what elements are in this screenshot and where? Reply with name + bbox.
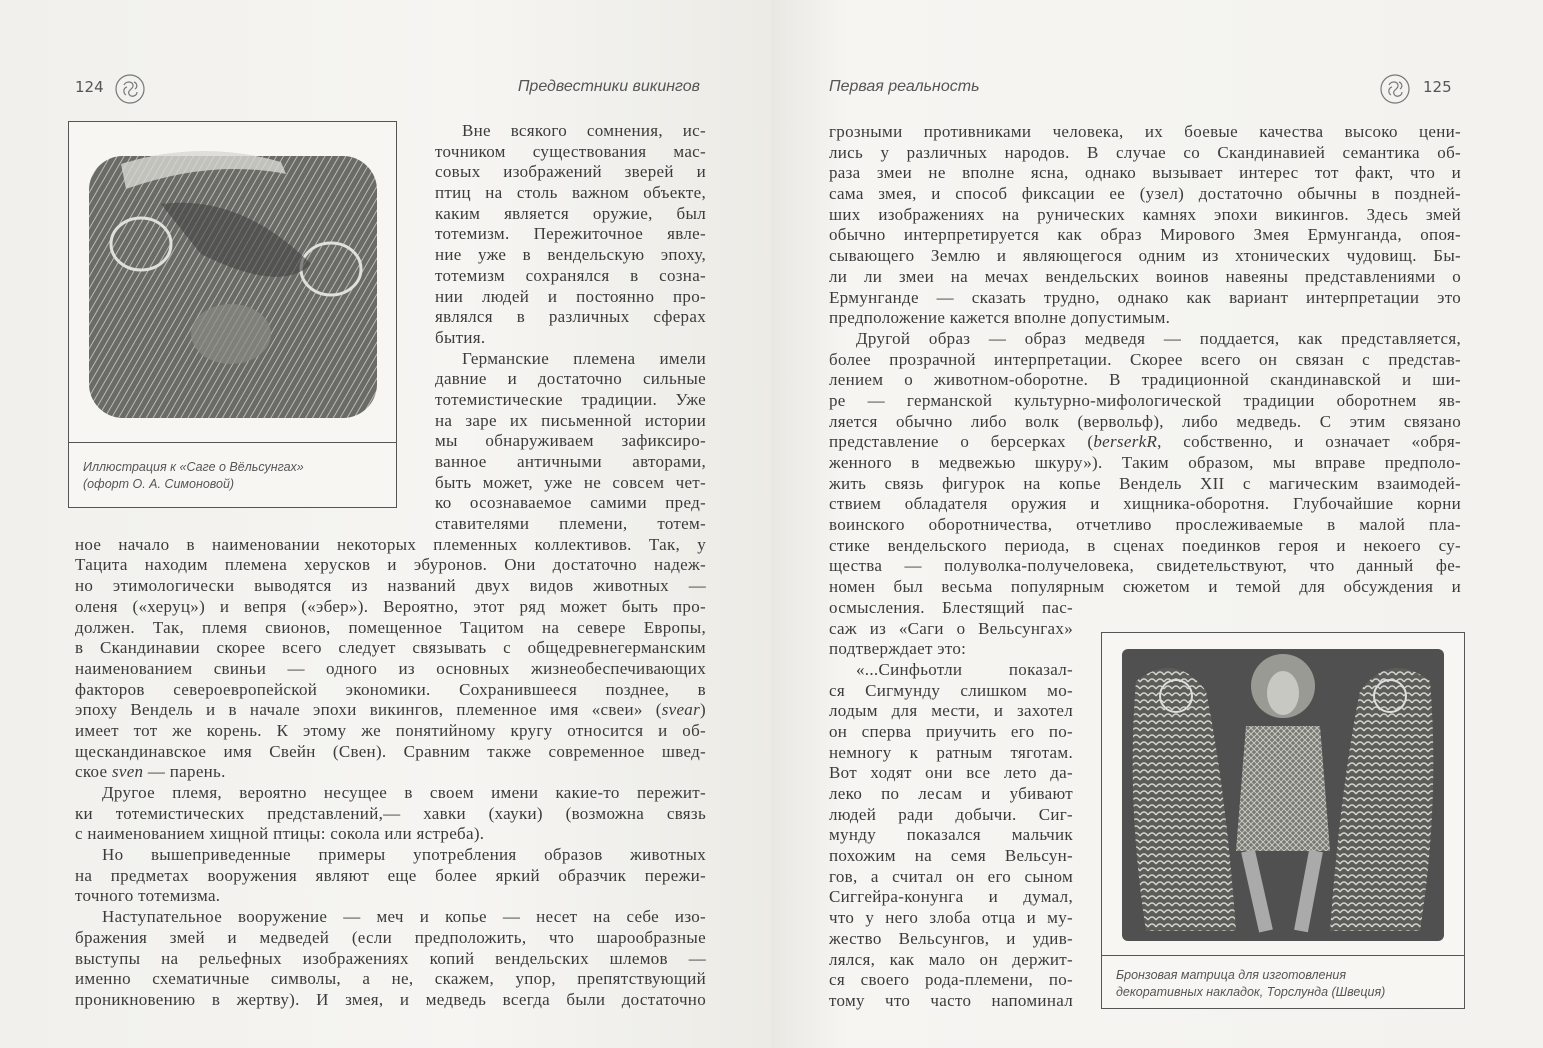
text-line: грозными противниками человека, их боевые качества высоко цени- xyxy=(829,122,1461,141)
text-line: Вне всякого сомнения, ис- xyxy=(462,121,706,140)
figure-caption xyxy=(1102,955,1464,1008)
text-line: Тацита находим племена херусков и эбуронов. Они достаточно надеж- xyxy=(75,555,706,575)
text-line: щескандинавское имя Свейн (Свен). Сравним также современное швед- xyxy=(75,741,706,761)
text-line: ся своего рода-племени, по- xyxy=(829,970,1073,990)
text-line: эпоху Вендель и в начале эпохи викингов, племенное имя «свеи» (svear) xyxy=(75,700,706,720)
text-line: тотемизм сохранялся в созна- xyxy=(435,265,706,285)
figure-bronze-matrix xyxy=(1101,632,1465,1009)
text-line: номен был весьма популярным сюжетом и темой для обсуждения и xyxy=(829,577,1461,597)
text-line: давние и достаточно сильные xyxy=(435,369,706,389)
text-line: факторов североевропейской экономики. Сохранившееся позднее, в xyxy=(75,679,706,699)
text-line: мунду показался мальчик xyxy=(829,825,1073,845)
running-title: Предвестники викингов xyxy=(517,78,700,95)
text-line: осмысления. Блестящий пас- xyxy=(829,597,1073,617)
text-line: тотемистические традиции. Уже xyxy=(435,389,706,409)
text-line: тому что часто напоминал xyxy=(829,990,1073,1010)
text-line: выступы на рельефных изображениях копий вендельских шлемов — xyxy=(75,948,706,968)
caption-line: декоративных накладок, Торслунда (Швеция) xyxy=(1116,985,1386,999)
text-line: в Скандинавии скорее всего следует связывать с общедревнегерманским xyxy=(75,638,706,658)
text-line: лением о животном-оборотне. В традиционной скандинавской и ши- xyxy=(829,370,1461,390)
text-line: предположение кажется вполне допустимым. xyxy=(829,308,1171,328)
text-line: мы обнаруживаем зафиксиро- xyxy=(435,431,706,451)
text-line: нии людей и постоянно про- xyxy=(435,286,706,306)
text-line: оленя («херуц») и вепря («эбер»). Вероятно, этот ряд может быть про- xyxy=(75,596,706,616)
text-line: Германские племена имели xyxy=(462,348,706,368)
text-line: лодым для мести, и захотел xyxy=(829,701,1073,721)
text-line: бытия. xyxy=(435,327,486,347)
text-line: точного тотемизма. xyxy=(75,886,221,906)
body-text xyxy=(75,121,706,1011)
italic-term: svear xyxy=(661,700,701,720)
text-line: раза змеи не вполне ясна, однако вызывает интерес тот факт, что и xyxy=(829,163,1461,183)
text-line: Наступательное вооружение — меч и копье — несет на себе изо- xyxy=(102,907,706,927)
text-line: женного в медвежью шкуру»). Таким образом, мы вправе предполо- xyxy=(829,453,1461,472)
text-line: людей ради добычи. Сиг- xyxy=(829,804,1073,824)
text-line: представление о берсерках (berserkR, собственно, и означает «обря- xyxy=(829,432,1461,452)
text-line: Другое племя, вероятно несущее в своем имени какие-то пережит- xyxy=(102,783,706,802)
text-line: ние уже в вендельскую эпоху, xyxy=(435,245,706,265)
text-line: похожим на семя Вельсун- xyxy=(829,846,1073,866)
text-line: подтверждает это: xyxy=(829,639,967,659)
text-line: ся Сигмунду слишком мо- xyxy=(829,680,1073,700)
text-line: жить связь фигурок на копье Вендель XII с магическим взаимодей- xyxy=(829,473,1461,493)
text-line: тотемизм. Пережиточное явле- xyxy=(435,224,706,244)
text-line: леко по лесам и убивают xyxy=(829,784,1073,803)
text-line: что у него злоба отца и му- xyxy=(829,908,1073,928)
text-line: Другой образ — образ медведя — поддается, как представляется, xyxy=(856,328,1461,348)
text-line: ванное античными авторами, xyxy=(435,452,706,471)
text-line: ки тотемистических представлений,— хавки (хауки) (возможна связь xyxy=(75,803,706,823)
text-line: птиц на столь важном объекте, xyxy=(435,183,706,203)
text-line: лялся, как мало он держит- xyxy=(829,949,1073,969)
text-line: Сиггейра-конунга и думал, xyxy=(829,887,1073,907)
text-line: он сперва приучить его по- xyxy=(829,721,1073,741)
text-line: воинского оборотничества, отчетливо прослеживаемые в малой пла- xyxy=(829,515,1461,535)
celtic-knot-ornament-icon xyxy=(1379,73,1411,105)
text-line: щества — полуволка-получеловека, свидетельствуют, что данный фе- xyxy=(829,556,1461,576)
right-page xyxy=(771,0,1543,1048)
text-line: каким является оружие, был xyxy=(435,203,706,223)
text-line: являлся в различных сферах xyxy=(435,307,706,327)
text-line: бражения змей и медведей (если предположить, что шарообразные xyxy=(75,927,706,947)
page-number: 124 xyxy=(75,78,104,96)
text-line: ших изображениях на рунических камнях эпохи викингов. Здесь змей xyxy=(829,204,1461,224)
text-line: лись у различных народов. В случае со Скандинавией семантика об- xyxy=(829,142,1461,162)
text-line: сама змея, и способ фиксации ее (узел) достаточно обычны в поздней- xyxy=(829,184,1461,204)
text-line: но этимологически выводятся из названий двух видов животных — xyxy=(75,576,706,596)
text-line: на предметах вооружения являют еще более яркий образчик пережи- xyxy=(75,865,706,885)
text-line: ное начало в наименовании некоторых племенных коллективов. Так, у xyxy=(75,534,706,554)
text-line: наименованием свиньи — одного из основных жизнеобеспечивающих xyxy=(75,658,706,678)
text-line: точником существования мас- xyxy=(435,141,706,161)
celtic-knot-ornament-icon xyxy=(114,73,146,105)
text-line: жество Вельсунгов, и удив- xyxy=(829,928,1073,948)
text-line: Вот ходят они все лето да- xyxy=(829,763,1073,783)
text-line: проникновению в жертву). И змея, и медведь всегда были достаточно xyxy=(75,989,706,1009)
bronze-matrix-photo xyxy=(1116,641,1450,946)
caption-line: (офорт О. А. Симоновой) xyxy=(83,477,235,491)
text-line: именно схематичные символы, а не, скажем, упор, препятствующий xyxy=(75,969,706,989)
text-line: ляется обычно либо волк (вервольф), либо медведь. С этим связано xyxy=(829,411,1461,431)
text-line: ставителями племени, тотем- xyxy=(435,514,706,534)
text-line: совых изображений зверей и xyxy=(435,162,706,182)
text-line: «...Синфьотли показал- xyxy=(856,659,1073,679)
text-line: саж из «Саги о Вельсунгах» xyxy=(829,618,1073,638)
text-line: с наименованием хищной птицы: сокола или ястреба). xyxy=(75,824,485,844)
text-line: немногу к ратным тяготам. xyxy=(829,742,1073,762)
text-line: Но вышеприведенные примеры употребления образов животных xyxy=(102,845,706,865)
text-line: должен. Так, племя свионов, помещенное Тацитом на севере Европы, xyxy=(75,617,706,637)
text-line: обычно интерпретируется как образ Мирового Змея Ермунганда, опоя- xyxy=(829,225,1461,245)
text-line: ское sven — парень. xyxy=(75,762,226,782)
italic-term: sven xyxy=(111,762,144,782)
text-line: имеет тот же корень. К этому же понятийному кругу относится и об- xyxy=(75,720,706,740)
running-title: Первая реальность xyxy=(829,78,980,95)
text-line: Ермунганде — сказать трудно, однако как вариант интерпретации это xyxy=(829,287,1461,307)
page-number: 125 xyxy=(1423,78,1452,96)
text-line: быть может, уже не совсем чет- xyxy=(435,472,706,492)
text-line: ре — германской культурно-мифологической традиции оборотнем яв- xyxy=(829,390,1461,410)
caption-line: Иллюстрация к «Саге о Вёльсунгах» xyxy=(83,460,304,474)
italic-term: berserkR xyxy=(1093,432,1158,452)
text-line: гов, а считал он его сыном xyxy=(829,866,1073,886)
text-line: ствием обладателя оружия и хищника-оборотня. Глубочайшие корни xyxy=(829,494,1461,514)
text-line: ли ли змеи на мечах вендельских воинов навеяны представлениями о xyxy=(829,266,1461,286)
text-line: сывающего Землю и являющегося одним из хтонических чудовищ. Бы- xyxy=(829,246,1461,266)
left-page xyxy=(0,0,771,1048)
text-line: на заре их письменной истории xyxy=(435,410,706,430)
text-line: стике вендельского периода, в сценах поединков героя и некоего су- xyxy=(829,535,1461,555)
text-line: ко осознаваемое самими пред- xyxy=(435,493,706,513)
text-line: более прозрачной интерпретации. Скорее всего он связан с представ- xyxy=(829,349,1461,369)
caption-line: Бронзовая матрица для изготовления xyxy=(1116,968,1346,982)
